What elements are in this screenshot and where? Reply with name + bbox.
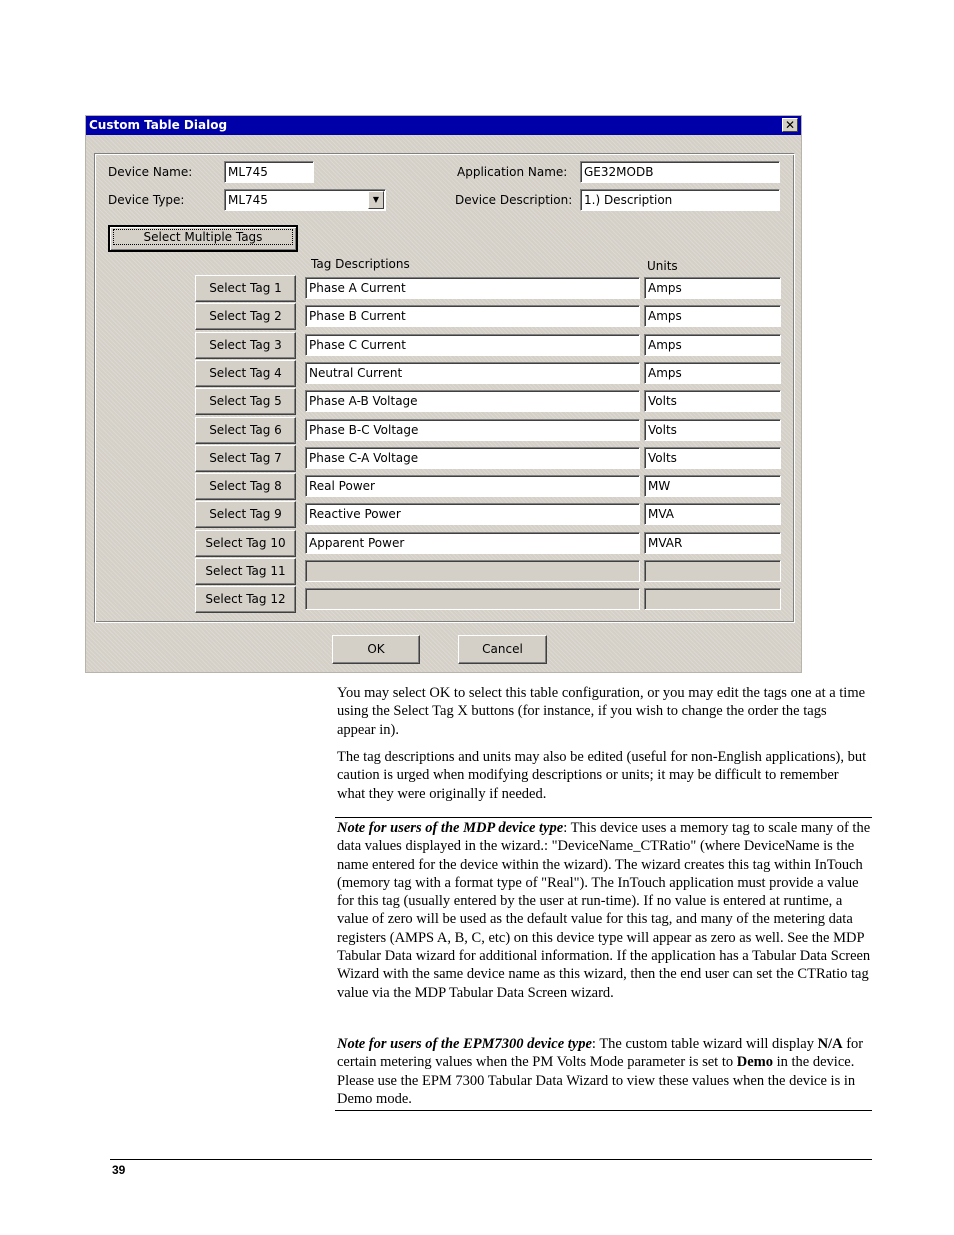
select-multiple-tags-label: Select Multiple Tags (113, 229, 294, 245)
note-bottom-rule (335, 1110, 872, 1111)
tag-description-field[interactable]: Phase B Current (305, 305, 640, 327)
note-top-rule (335, 817, 872, 818)
device-type-value: ML745 (228, 193, 268, 207)
tag-description-field[interactable]: Apparent Power (305, 532, 640, 554)
select-tag-button[interactable]: Select Tag 1 (195, 275, 296, 302)
note-epm-text-3: in the device. Please use the EPM 7300 Tabular Data Wizard to view these values when the device is in Demo mode. (337, 1054, 856, 1107)
device-name-field[interactable]: ML745 (224, 161, 314, 183)
tag-description-field[interactable]: Reactive Power (305, 503, 640, 525)
note-epm-text-1: : The custom table wizard will display (591, 1036, 818, 1052)
tag-description-field[interactable]: Neutral Current (305, 362, 640, 384)
tag-unit-field[interactable]: Volts (644, 447, 781, 469)
select-tag-button[interactable]: Select Tag 7 (195, 445, 296, 472)
device-name-label: Device Name: (108, 165, 193, 179)
tag-description-field[interactable]: Real Power (305, 475, 640, 497)
select-tag-button[interactable]: Select Tag 2 (195, 303, 296, 330)
select-tag-button[interactable]: Select Tag 5 (195, 388, 296, 415)
device-description-label: Device Description: (455, 193, 573, 207)
tag-descriptions-header: Tag Descriptions (311, 257, 410, 271)
select-tag-button[interactable]: Select Tag 11 (195, 558, 296, 585)
select-tag-button[interactable]: Select Tag 10 (195, 530, 296, 557)
note-epm-demo: Demo (736, 1054, 773, 1071)
select-tag-button[interactable]: Select Tag 12 (195, 586, 296, 613)
cancel-button[interactable]: Cancel (458, 635, 547, 664)
footer-rule (110, 1159, 872, 1160)
note-mdp-heading: Note for users of the MDP device type (337, 820, 564, 836)
tag-description-field[interactable]: Phase C-A Voltage (305, 447, 640, 469)
select-tag-button[interactable]: Select Tag 8 (195, 473, 296, 500)
close-icon[interactable]: ✕ (782, 118, 798, 132)
note-epm7300 (337, 1035, 872, 1108)
select-tag-button[interactable]: Select Tag 9 (195, 501, 296, 528)
dialog-title: Custom Table Dialog (89, 118, 228, 132)
application-name-label: Application Name: (457, 165, 568, 179)
page-number: 39 (112, 1163, 126, 1177)
tag-unit-field[interactable]: Volts (644, 419, 781, 441)
select-tag-button[interactable]: Select Tag 3 (195, 332, 296, 359)
paragraph-2: The tag descriptions and units may also be edited (useful for non-English applications), but caution is urged when modifying descriptions or units; it may be difficult to remember what they were originally if needed. (337, 749, 867, 802)
tag-description-field[interactable]: Phase A Current (305, 277, 640, 299)
select-tag-button[interactable]: Select Tag 4 (195, 360, 296, 387)
device-type-select[interactable] (224, 189, 386, 211)
dialog-title-bar[interactable] (86, 116, 801, 135)
tag-unit-field[interactable] (644, 588, 781, 610)
paragraph-edit-info (337, 748, 867, 803)
ok-button[interactable]: OK (332, 635, 420, 664)
tag-unit-field[interactable]: Amps (644, 334, 781, 356)
tag-unit-field[interactable]: Amps (644, 362, 781, 384)
note-mdp-body: : This device uses a memory tag to scale many of the data values displayed in the wizard.: "DeviceName_CTRatio" (where DeviceName is the name entered for the device within the wizard). The wizard creates this tag within InTouch (memory tag with a format type of "Real"). The InTouch application must provide a value for this tag (usually entered by the user at run-time). If no value is entered at runtime, a value of zero will be used as the default value for this tag, and many of the metering data registers (AMPS A, B, C, etc) on this device type will appear as zero as well. See the MDP Tabular Data wizard for additional information. If the application has a Tabular Data Screen Wizard with the same device name as this wizard, then the end user can set the CTRatio tag value via the MDP Tabular Data Screen wizard. (337, 820, 871, 1001)
tag-unit-field[interactable]: MVAR (644, 532, 781, 554)
device-description-field[interactable]: 1.) Description (580, 189, 780, 211)
tag-unit-field[interactable]: Volts (644, 390, 781, 412)
tag-unit-field[interactable] (644, 560, 781, 582)
custom-table-dialog (85, 115, 802, 673)
tag-description-field[interactable]: Phase A-B Voltage (305, 390, 640, 412)
select-multiple-tags-button[interactable] (108, 225, 298, 252)
note-epm-na: N/A (817, 1036, 843, 1052)
tag-description-field[interactable]: Phase C Current (305, 334, 640, 356)
application-name-field[interactable]: GE32MODB (580, 161, 780, 183)
device-type-label: Device Type: (108, 193, 185, 207)
tag-unit-field[interactable]: MVA (644, 503, 781, 525)
note-mdp (337, 819, 872, 1002)
tag-description-field[interactable]: Phase B-C Voltage (305, 419, 640, 441)
tag-description-field[interactable] (305, 588, 640, 610)
note-epm-heading: Note for users of the EPM7300 device type (337, 1036, 592, 1052)
note-epm-text-2: for certain metering values when the PM Volts Mode parameter is set to (337, 1036, 864, 1071)
tag-unit-field[interactable]: MW (644, 475, 781, 497)
tag-unit-field[interactable]: Amps (644, 305, 781, 327)
tag-unit-field[interactable]: Amps (644, 277, 781, 299)
paragraph-ok-info (337, 684, 867, 739)
units-header: Units (647, 259, 678, 273)
paragraph-1: You may select OK to select this table configuration, or you may edit the tags one at a time using the Select Tag X buttons (for instance, if you wish to change the order the tags appear in). (337, 685, 866, 738)
select-tag-button[interactable]: Select Tag 6 (195, 417, 296, 444)
chevron-down-icon[interactable]: ▼ (368, 191, 384, 209)
tag-description-field[interactable] (305, 560, 640, 582)
